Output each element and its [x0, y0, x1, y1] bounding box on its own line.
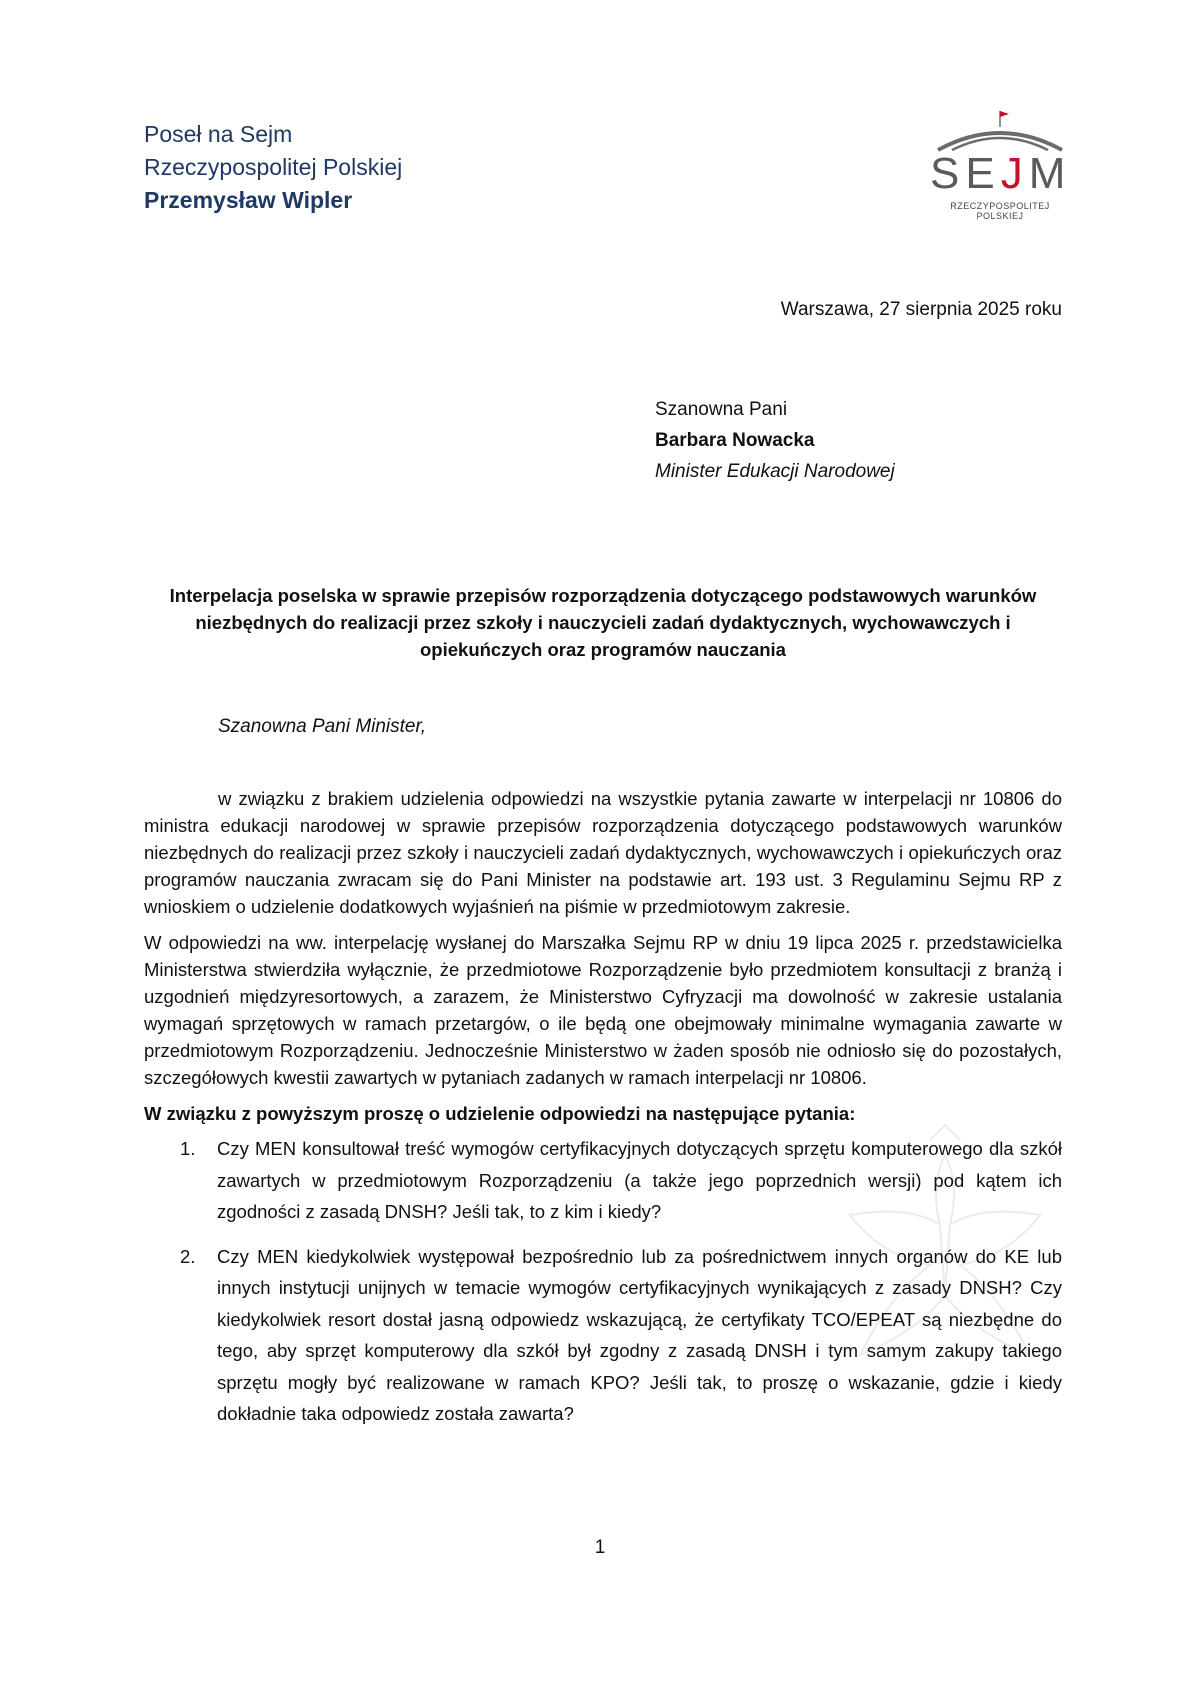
question-number: 2. [180, 1245, 196, 1267]
question-text: Czy MEN konsultował treść wymogów certyfikacyjnych dotyczących sprzętu komputerowego dla szkół zawartych w przedmiotowym Rozporządzeniu (a także jego poprzednich wersji) pod kątem ich zgodności z zasadą DNSH? Jeśli tak, to z kim i kiedy? [217, 1138, 1062, 1222]
sender-name: Przemysław Wipler [144, 187, 353, 213]
sejm-wordmark [930, 150, 1070, 198]
eagle-watermark-icon [790, 1115, 1100, 1415]
body-paragraph: w związku z brakiem udzielenia odpowiedzi na wszystkie pytania zawarte w interpelacji nr 10806 do ministra edukacji narodowej w sprawie przepisów rozporządzenia dotyczącego podstawowych warunków niezbędnych do realizacji przez szkoły i nauczycieli zadań dydaktycznych, wychowawczych i opiekuńczych oraz programów nauczania zwracam się do Pani Minister na podstawie art. 193 ust. 3 Regulaminu Sejmu RP z wnioskiem o udzielenie dodatkowych wyjaśnień na piśmie w przedmiotowym zakresie. [144, 788, 1062, 917]
questions-lead: W związku z powyższym proszę o udzielenie odpowiedzi na następujące pytania: [144, 1103, 856, 1124]
sender-block [144, 118, 402, 217]
logo-letter-accent: J [1000, 149, 1029, 198]
sejm-logo [930, 108, 1072, 221]
page-number: 1 [594, 1537, 606, 1558]
sender-line-2: Rzeczypospolitej Polskiej [144, 154, 403, 180]
letter-subject: Interpelacja poselska w sprawie przepisów rozporządzenia dotyczącego podstawowych warunków niezbędnych do realizacji przez szkoły i nauczycieli zadań dydaktycznych, wychowawczych i opiekuńczych oraz programów nauczania [169, 585, 1037, 660]
question-number: 1. [180, 1138, 196, 1159]
body-paragraph: W odpowiedzi na ww. interpelację wysłanej do Marszałka Sejmu RP w dniu 19 lipca 2025 r. przedstawicielka Ministerstwa stwierdziła wyłącznie, że przedmiotowe Rozporządzenie było przedmiotem konsultacji z branżą i uzgodnień międzyresortowych, a zarazem, że Ministerstwo Cyfryzacji ma dowolność w zakresie ustalania wymagań sprzętowych w ramach przetargów, o ile będą one obejmowały minimalne wymagania zawarte w przedmiotowym Rozporządzeniu. Jednocześnie Ministerstwo w żaden sposób nie odniosło się do pozostałych, szczegółowych kwestii zawartych w pytaniach zadanych w ramach interpelacji nr 10806. [144, 932, 1062, 1088]
addressee-name: Barbara Nowacka [655, 430, 815, 451]
sejm-subtitle: RZECZYPOSPOLITEJ POLSKIEJ [950, 201, 1050, 221]
letter-date: Warszawa, 27 sierpnia 2025 roku [780, 299, 1062, 320]
question-text: Czy MEN kiedykolwiek występował bezpośrednio lub za pośrednictwem innych organów do KE lub innych instytucji unijnych w temacie wymogów certyfikacyjnych wynikających z zasady DNSH? Czy kiedykolwiek resort dostał jasną odpowiedz wskazującą, że certyfikaty TCO/EPEAT są niezbędne do tego, aby sprzęt komputerowy dla szkół był zgodny z zasadą DNSH i tym samym zakupy takiego sprzętu mogły być realizowane w ramach KPO? Jeśli tak, to proszę o wskazanie, gdzie i kiedy dokładnie taka odpowiedz została zawarta? [217, 1245, 1062, 1424]
addressee-title: Minister Edukacji Narodowej [655, 461, 895, 482]
greeting: Szanowna Pani Minister, [218, 716, 427, 737]
addressee-salutation: Szanowna Pani [655, 399, 788, 420]
logo-letters-before: SE [930, 149, 1001, 198]
addressee-block [655, 394, 895, 487]
logo-letters-after: M [1028, 149, 1072, 198]
sejm-dome-icon [930, 108, 1070, 153]
sender-line-1: Poseł na Sejm [144, 121, 293, 147]
